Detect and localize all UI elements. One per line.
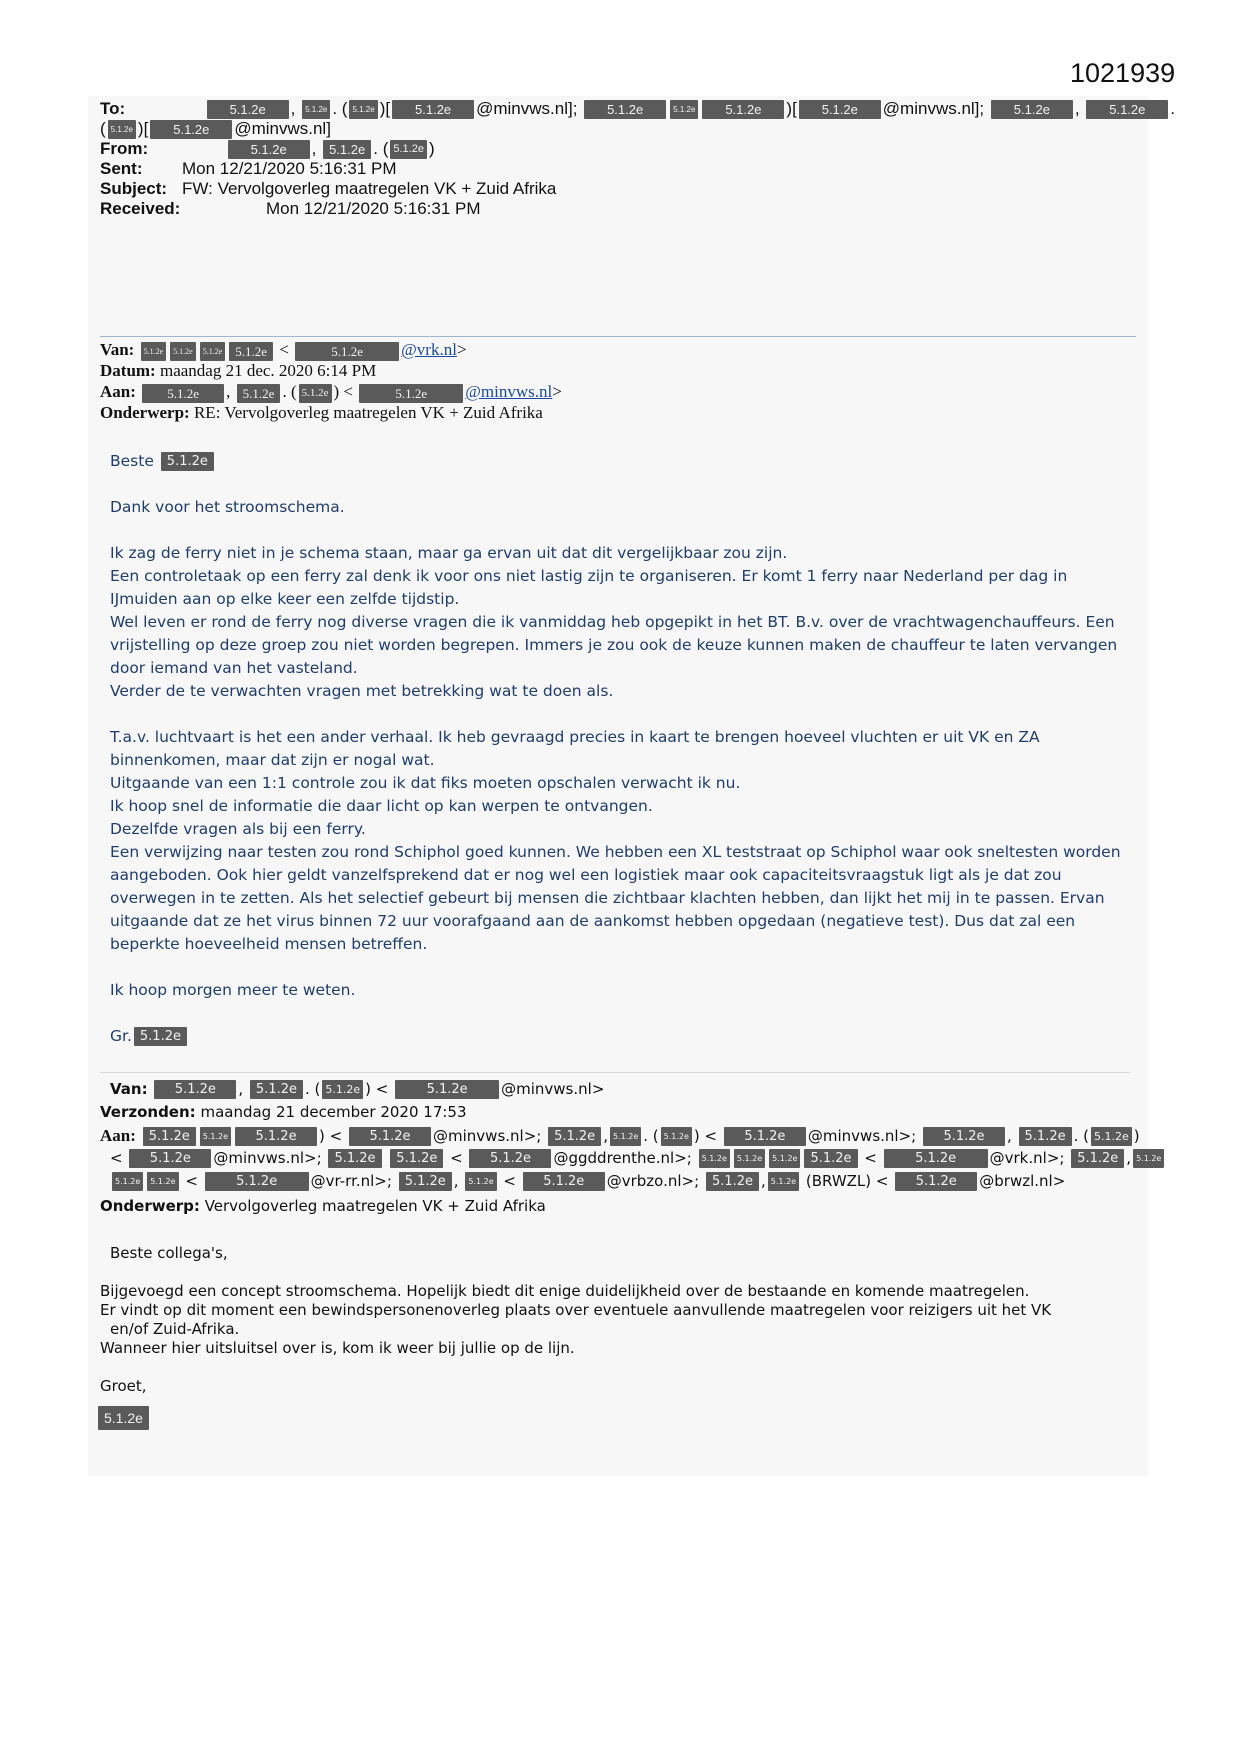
redaction: 5.1.2e [1133,1149,1164,1168]
paragraph: Dank voor het stroomschema. [110,498,345,516]
redaction: 5.1.2e [584,100,666,119]
email-domain: @minvws.nl>; [213,1149,322,1167]
van-label: Van: [110,1080,148,1098]
verzonden-label: Verzonden: [100,1103,196,1121]
aan-label: Aan: [100,382,136,401]
redaction: 5.1.2e [610,1127,641,1146]
email-domain: @vrbzo.nl>; [606,1172,700,1190]
mail2-line: Er vindt op dit moment een bewindspersonenoverleg plaats over eventuele aanvullende maatregelen voor reizigers uit het VK [100,1301,1052,1319]
redaction: 5.1.2e [724,1127,806,1146]
datum-value: maandag 21 dec. 2020 6:14 PM [159,361,377,380]
paragraph: Ik hoop morgen meer te weten. [110,981,356,999]
redaction: 5.1.2e [799,100,881,119]
mail1-onderwerp-line [100,403,543,423]
onderwerp-label: Onderwerp: [100,403,190,422]
redaction: 5.1.2e [399,1172,452,1191]
mail2-verzonden-line [100,1103,467,1122]
mail2-line: Bijgevoegd een concept stroomschema. Hopelijk biedt dit enige duidelijkheid over de bestaande en komende maatregelen. [100,1282,1030,1300]
redaction: 5.1.2e [734,1149,765,1168]
mail1-aan-line: Aan: 5.1.2e , 5.1.2e . ( 5.1.2e ) < 5.1.2e @minvws.nl> [100,382,562,401]
redaction: 5.1.2e [469,1149,551,1168]
signature: Gr. 5.1.2e [110,1025,1130,1048]
redaction: 5.1.2e [237,384,281,403]
mail2-aan-line-2: < 5.1.2e @minvws.nl>; 5.1.2e 5.1.2e < 5.1.2e @ggddrenthe.nl>; 5.1.2e 5.1.2e 5.1.2e 5.1.2e < 5.1.2e @vrk.nl>; 5.1.2e , 5.1.2e [110,1149,1166,1168]
received-value: Mon 12/21/2020 5:16:31 PM [266,199,481,218]
email-link[interactable]: @vrk.nl [401,340,457,359]
mail2-line: en/of Zuid-Afrika. [110,1320,240,1338]
redaction: 5.1.2e [323,140,371,159]
verzonden-value: maandag 21 december 2020 17:53 [200,1103,467,1121]
redaction: 5.1.2e [1019,1127,1072,1146]
redaction: 5.1.2e [108,120,136,139]
redaction: 5.1.2e [349,100,377,119]
redaction: 5.1.2e [302,100,330,119]
from-label: From: [100,139,149,158]
organization-label: (BRWZL) [805,1172,872,1190]
redaction: 5.1.2e [1071,1149,1124,1168]
email-domain: @ggddrenthe.nl>; [553,1149,692,1167]
redaction: 5.1.2e [228,140,310,159]
subject-value: FW: Vervolgoverleg maatregelen VK + Zuid Afrika [182,179,557,198]
redaction: 5.1.2e [1086,100,1168,119]
redaction: 5.1.2e [661,1127,692,1146]
onderwerp-value: RE: Vervolgoverleg maatregelen VK + Zuid Afrika [193,403,543,422]
mail2-signature [96,1406,151,1430]
redaction: 5.1.2e [143,1127,196,1146]
email-domain: @vr-rr.nl>; [310,1172,392,1190]
paragraph: Verder de te verwachten vragen met betrekking wat te doen als. [110,682,614,700]
mail2-closing: Groet, [100,1377,147,1395]
redaction: 5.1.2e [548,1127,601,1146]
sent-label: Sent: [100,159,143,178]
redaction: 5.1.2e [161,452,214,471]
redaction: 5.1.2e [250,1080,303,1099]
onderwerp-label: Onderwerp: [100,1197,200,1215]
redaction: 5.1.2e [991,100,1073,119]
sent-value: Mon 12/21/2020 5:16:31 PM [182,159,397,178]
mail1-body [110,450,1130,1048]
redaction: 5.1.2e [98,1406,149,1430]
paragraph: T.a.v. luchtvaart is het een ander verhaal. Ik heb gevraagd precies in kaart te brengen hoeveel vluchten er uit VK en ZA binnenkomen, maar dat zijn er nogal wat. [110,728,1040,769]
email-link[interactable]: @minvws.nl [465,382,553,401]
redaction: 5.1.2e [235,1127,317,1146]
email-domain: @minvws.nl>; [807,1127,917,1145]
separator [100,336,1136,337]
mail2-onderwerp-line [100,1197,546,1216]
redaction: 5.1.2e [392,100,474,119]
redaction: 5.1.2e [804,1149,857,1168]
redaction: 5.1.2e [359,384,463,403]
paragraph: Uitgaande van een 1:1 controle zou ik dat fiks moeten opschalen verwacht ik nu. [110,774,741,792]
mail2-greeting: Beste collega's, [110,1244,228,1262]
email-domain: @vrk.nl>; [989,1149,1065,1167]
redaction: 5.1.2e [150,120,232,139]
onderwerp-value: Vervolgoverleg maatregelen VK + Zuid Afrika [204,1197,546,1215]
mail1-van-line: Van: 5.1.2e 5.1.2e 5.1.2e 5.1.2e < 5.1.2e @vrk.nl> [100,340,467,359]
paragraph: Een verwijzing naar testen zou rond Schiphol goed kunnen. We hebben een XL teststraat op Schiphol waar ook sneltesten worden aangeboden. Ook hier geldt vanzelfsprekend dat er nog wel een logistiek maar ook capaciteitsvraagstuk ligt als je dat zou overwegen in te zetten. Als het selectief gebeurt bij mensen die zichtbaar klachten hebben, dan lijkt het mij in te passen. Ervan uitgaande dat ze het virus binnen 72 uur voorafgaand aan de aankomst hebben opgedaan (negatieve test). Dus dat zal een beperkte hoeveelheid mensen betreffen. [110,843,1121,953]
redaction: 5.1.2e [699,1149,730,1168]
redaction: 5.1.2e [134,1027,187,1046]
to-line-1: To: 5.1.2e , 5.1.2e . ( 5.1.2e )[ 5.1.2e @minvws.nl]; 5.1.2e 5.1.2e 5.1.2e )[ 5.1.2e @minvws.nl]; 5.1.2e , 5.1.2e . [100,99,1176,118]
redaction: 5.1.2e [200,1127,231,1146]
mail1-datum-line [100,361,376,381]
mail2-aan-line-1: Aan: 5.1.2e 5.1.2e 5.1.2e ) < 5.1.2e @minvws.nl>; 5.1.2e , 5.1.2e . ( 5.1.2e ) < 5.1.2e @minvws.nl>; 5.1.2e , 5.1.2e . ( 5.1.2e ) [100,1126,1140,1145]
mail2-aan-line-3: 5.1.2e 5.1.2e < 5.1.2e @vr-rr.nl>; 5.1.2e , 5.1.2e < 5.1.2e @vrbzo.nl>; 5.1.2e , 5.1.2e (BRWZL) < 5.1.2e @brwzl.nl> [110,1172,1065,1191]
mail2-van-line: Van: 5.1.2e , 5.1.2e . ( 5.1.2e ) < 5.1.2e @minvws.nl> [110,1080,605,1098]
mail2-line: Wanneer hier uitsluitsel over is, kom ik weer bij jullie op de lijn. [100,1339,575,1357]
redaction: 5.1.2e [884,1149,988,1168]
redaction: 5.1.2e [142,384,224,403]
redaction: 5.1.2e [349,1127,431,1146]
redaction: 5.1.2e [207,100,289,119]
redaction: 5.1.2e [390,140,427,159]
redaction: 5.1.2e [295,342,399,361]
redaction: 5.1.2e [1091,1127,1132,1146]
email-domain: @minvws.nl] [234,119,331,138]
redaction: 5.1.2e [768,1172,799,1191]
redaction: 5.1.2e [154,1080,236,1099]
paragraph: Dezelfde vragen als bij een ferry. [110,820,366,838]
redaction: 5.1.2e [706,1172,759,1191]
aan-label: Aan: [100,1126,136,1145]
to-line-2: ( 5.1.2e )[ 5.1.2e @minvws.nl] [100,119,331,138]
email-domain: @minvws.nl> [501,1080,605,1098]
separator [100,1072,1130,1073]
redaction: 5.1.2e [229,342,273,361]
redaction: 5.1.2e [523,1172,605,1191]
redaction: 5.1.2e [390,1149,443,1168]
document-number: 1021939 [1070,58,1176,88]
redaction: 5.1.2e [112,1172,143,1191]
van-label: Van: [100,340,135,359]
redaction: 5.1.2e [395,1080,499,1099]
email-domain: @minvws.nl>; [433,1127,542,1145]
redaction: 5.1.2e [141,342,167,361]
email-domain: @minvws.nl]; [476,99,578,118]
redaction: 5.1.2e [205,1172,309,1191]
redaction: 5.1.2e [322,1080,363,1099]
email-domain: @minvws.nl]; [882,99,985,118]
subject-label: Subject: [100,179,168,198]
redaction: 5.1.2e [895,1172,977,1191]
sent-line [100,159,397,179]
redaction: 5.1.2e [670,100,698,119]
subject-line [100,179,557,199]
received-label: Received: [100,199,181,218]
redaction: 5.1.2e [170,342,196,361]
redaction: 5.1.2e [465,1172,496,1191]
redaction: 5.1.2e [923,1127,1005,1146]
from-line: From: 5.1.2e , 5.1.2e . ( 5.1.2e ) [100,139,435,158]
paragraph: Wel leven er rond de ferry nog diverse vragen die ik vanmiddag heb opgepikt in het BT. B.v. over de vrachtwagenchauffeurs. Een vrijstelling op deze groep zou niet worden begrepen. Immers je zou ook de keuze kunnen maken de chauffeur te laten vervangen door iemand van het vasteland. [110,613,1118,677]
redaction: 5.1.2e [702,100,784,119]
received-line [100,199,481,219]
paragraph: Ik zag de ferry niet in je schema staan, maar ga ervan uit dat dit vergelijkbaar zou zijn. [110,544,788,562]
redaction: 5.1.2e [200,342,226,361]
redaction: 5.1.2e [147,1172,178,1191]
datum-label: Datum: [100,361,156,380]
redaction: 5.1.2e [769,1149,800,1168]
paragraph: Ik hoop snel de informatie die daar licht op kan werpen te ontvangen. [110,797,653,815]
to-label: To: [100,99,126,118]
paragraph: Een controletaak op een ferry zal denk ik voor ons niet lastig zijn te organiseren. Er komt 1 ferry naar Nederland per dag in IJmuiden aan op elke keer een zelfde tijdstip. [110,567,1068,608]
redaction: 5.1.2e [328,1149,381,1168]
redaction: 5.1.2e [129,1149,211,1168]
email-domain: @brwzl.nl> [979,1172,1066,1190]
redaction: 5.1.2e [299,384,332,403]
greeting: Beste 5.1.2e [110,450,1130,473]
